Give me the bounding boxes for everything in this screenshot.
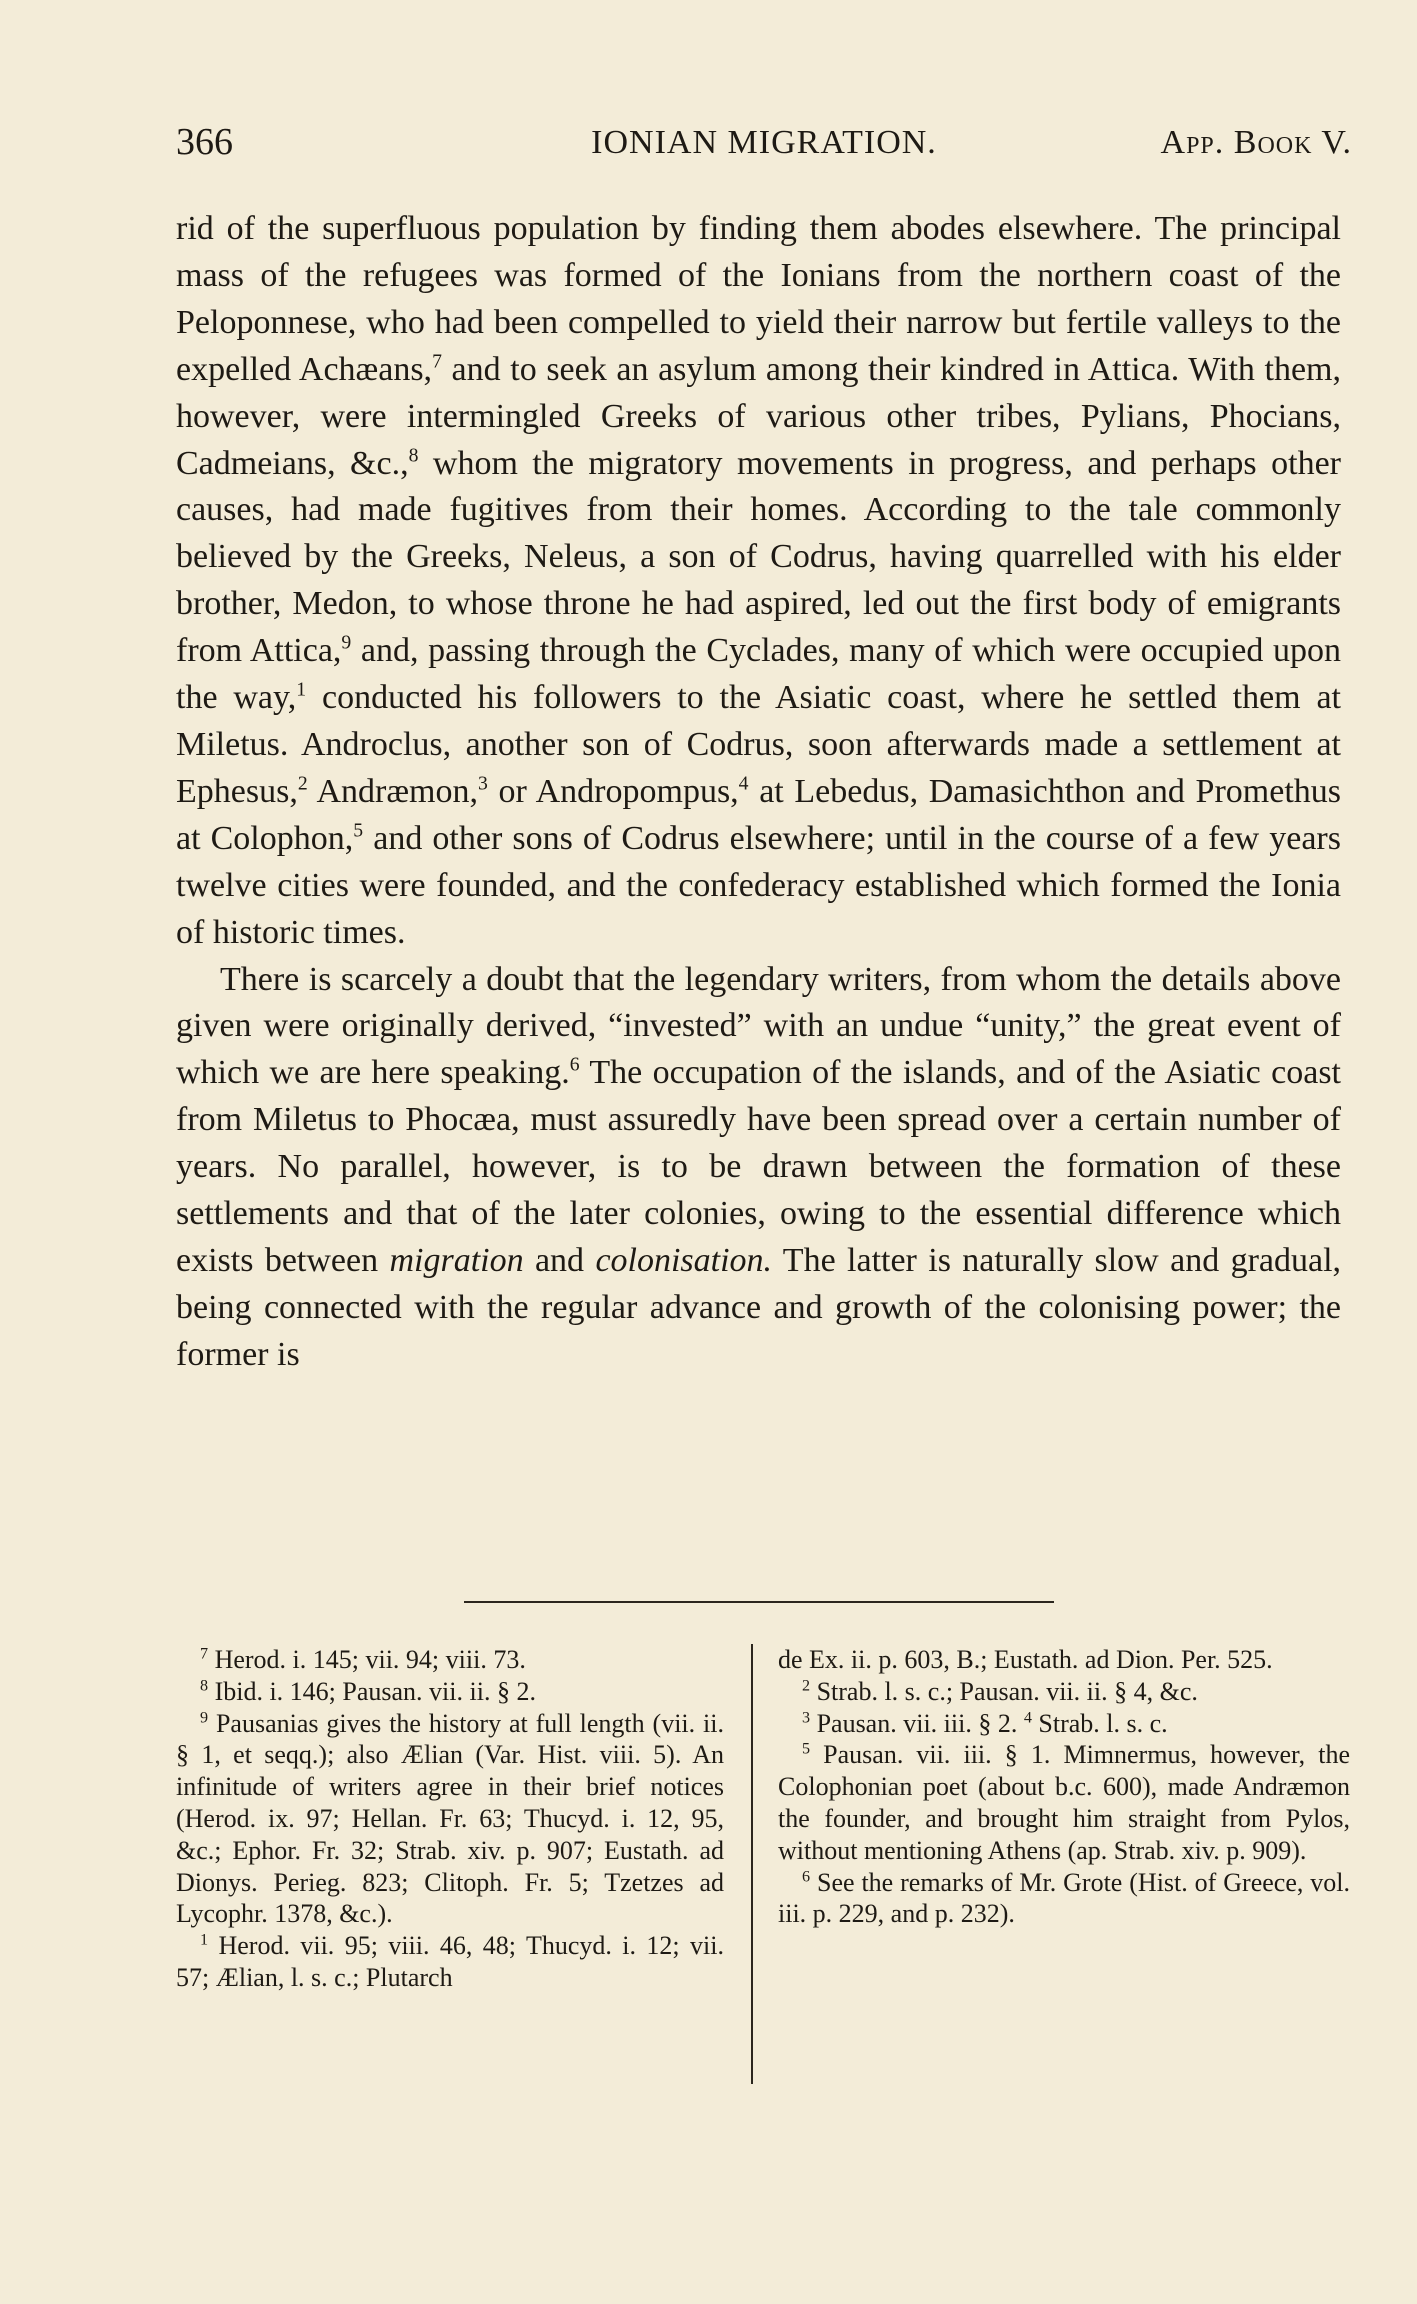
text-run: and, passing through the Cyclades, many of which were occupied upon the way, (176, 632, 1341, 717)
footnote: $^6$ See the remarks of Mr. Grote (Hist. of Greece, vol. iii. p. 229, and p. 232). (778, 1867, 1350, 1929)
text-run: There is scarcely a doubt that the legendary writers, from whom the details above given were originally derived, “invested” with an undue “unity,” the great event of which we are here speaking. (176, 960, 1341, 1092)
footnote-rule (464, 1601, 1054, 1603)
book-reference: App. Book V. (1160, 124, 1352, 161)
footnote: $^1$ Herod. vii. 95; viii. 46, 48; Thucyd. i. 12; vii. 57; Ælian, l. s. c.; Plutarch (176, 1931, 724, 1992)
column-divider (751, 1644, 753, 2084)
footnote-ref: 3 (477, 772, 488, 795)
paragraph-1 (176, 206, 1341, 957)
text-run: rid of the superfluous population by finding them abodes elsewhere. The principal mass of the refugees was formed of the Ionians from the northern coast of the Peloponnese, who had been compelled to yield their narrow but fertile valleys to the expelled Achæans, (176, 210, 1341, 388)
text-run: The latter is naturally slow and gradual, being connected with the regular advance and growth of the colonising power; the former is (176, 1241, 1342, 1373)
text-run: or Andropompus, (487, 772, 739, 810)
footnote-ref: 7 (432, 350, 442, 373)
main-text (176, 206, 1341, 1379)
footnote-ref: 8 (408, 444, 419, 467)
running-header (176, 120, 1352, 170)
text-run: and other sons of Codrus elsewhere; until in the course of a few years twelve cities were founded, and the confederacy established which formed the Ionia of historic times. (176, 819, 1341, 951)
footnote-pair: $^3$ Pausan. vii. iii. § 2. $^4$ Strab. l. s. c. (802, 1708, 1168, 1738)
page-number: 366 (176, 121, 233, 163)
text-run: The occupation of the islands, and of the Asiatic coast from Miletus to Phocæa, must assuredly have been spread over a certain number of years. No parallel, however, is to be drawn between the formation of these settlements and that of the later colonies, owing to the essential difference which exists between (176, 1054, 1341, 1279)
emphasis: migration (389, 1241, 524, 1279)
text-run: whom the migratory movements in progress, and perhaps other causes, had made fugitives from their homes. According to the tale commonly believed by the Greeks, Neleus, a son of Codrus, having quarrelled with his elder brother, Medon, to whose throne he had aspired, led out the first body of emigrants from Attica, (176, 444, 1341, 670)
footnotes-right-column (778, 1644, 1350, 1930)
text-run: conducted his followers to the Asiatic coast, where he settled them at Miletus. Androclus, another son of Codrus, soon afterwards made a settlement at Ephesus, (176, 679, 1341, 810)
footnotes-left-column (176, 1644, 724, 1994)
footnote-ref: 5 (353, 819, 364, 842)
footnote-ref: 6 (569, 1053, 580, 1076)
footnote: $^5$ Pausan. vii. iii. § 1. Mimnermus, however, the Colophonian poet (about b.c. 600), made Andræmon the founder, and brought him straight from Pylos, without mentioning Athens (ap. Strab. xiv. p. 909). (778, 1740, 1351, 1865)
emphasis: colonisation. (595, 1241, 773, 1279)
footnote: $^2$ Strab. l. s. c.; Pausan. vii. ii. § 4, &c. (802, 1676, 1198, 1706)
text-run: and (523, 1241, 596, 1279)
footnote: $^7$ Herod. i. 145; vii. 94; viii. 73. (200, 1645, 526, 1674)
text-run: and to seek an asylum among their kindred in Attica. With them, however, were intermingled Greeks of various other tribes, Pylians, Phocians, Cadmeians, &c., (176, 350, 1342, 482)
text-run: Andræmon, (307, 772, 478, 810)
footnote-continuation: de Ex. ii. p. 603, B.; Eustath. ad Dion. Per. 525. (778, 1645, 1273, 1674)
footnote: $^9$ Pausanias gives the history at full length (vii. ii. § 1, et seqq.); also Ælian (Var. Hist. viii. 5). An infinitude of writers agree in their brief notices (Herod. ix. 97; Hellan. Fr. 63; Thucyd. i. 12, 95, &c.; Ephor. Fr. 32; Strab. xiv. p. 907; Eustath. ad Dionys. Perieg. 823; Clitoph. Fr. 5; Tzetzes ad Lycophr. 1378, &c.). (176, 1708, 724, 1929)
footnote-ref: 4 (738, 772, 749, 795)
text-run: at Lebedus, Damasichthon and Promethus at Colophon, (176, 772, 1342, 857)
footnote-ref: 1 (296, 678, 307, 701)
footnote: $^8$ Ibid. i. 146; Pausan. vii. ii. § 2. (200, 1676, 536, 1706)
running-title: IONIAN MIGRATION. (591, 124, 937, 161)
footnote-ref: 9 (341, 631, 352, 654)
paragraph-2 (176, 957, 1341, 1379)
footnote-ref: 2 (297, 772, 308, 795)
